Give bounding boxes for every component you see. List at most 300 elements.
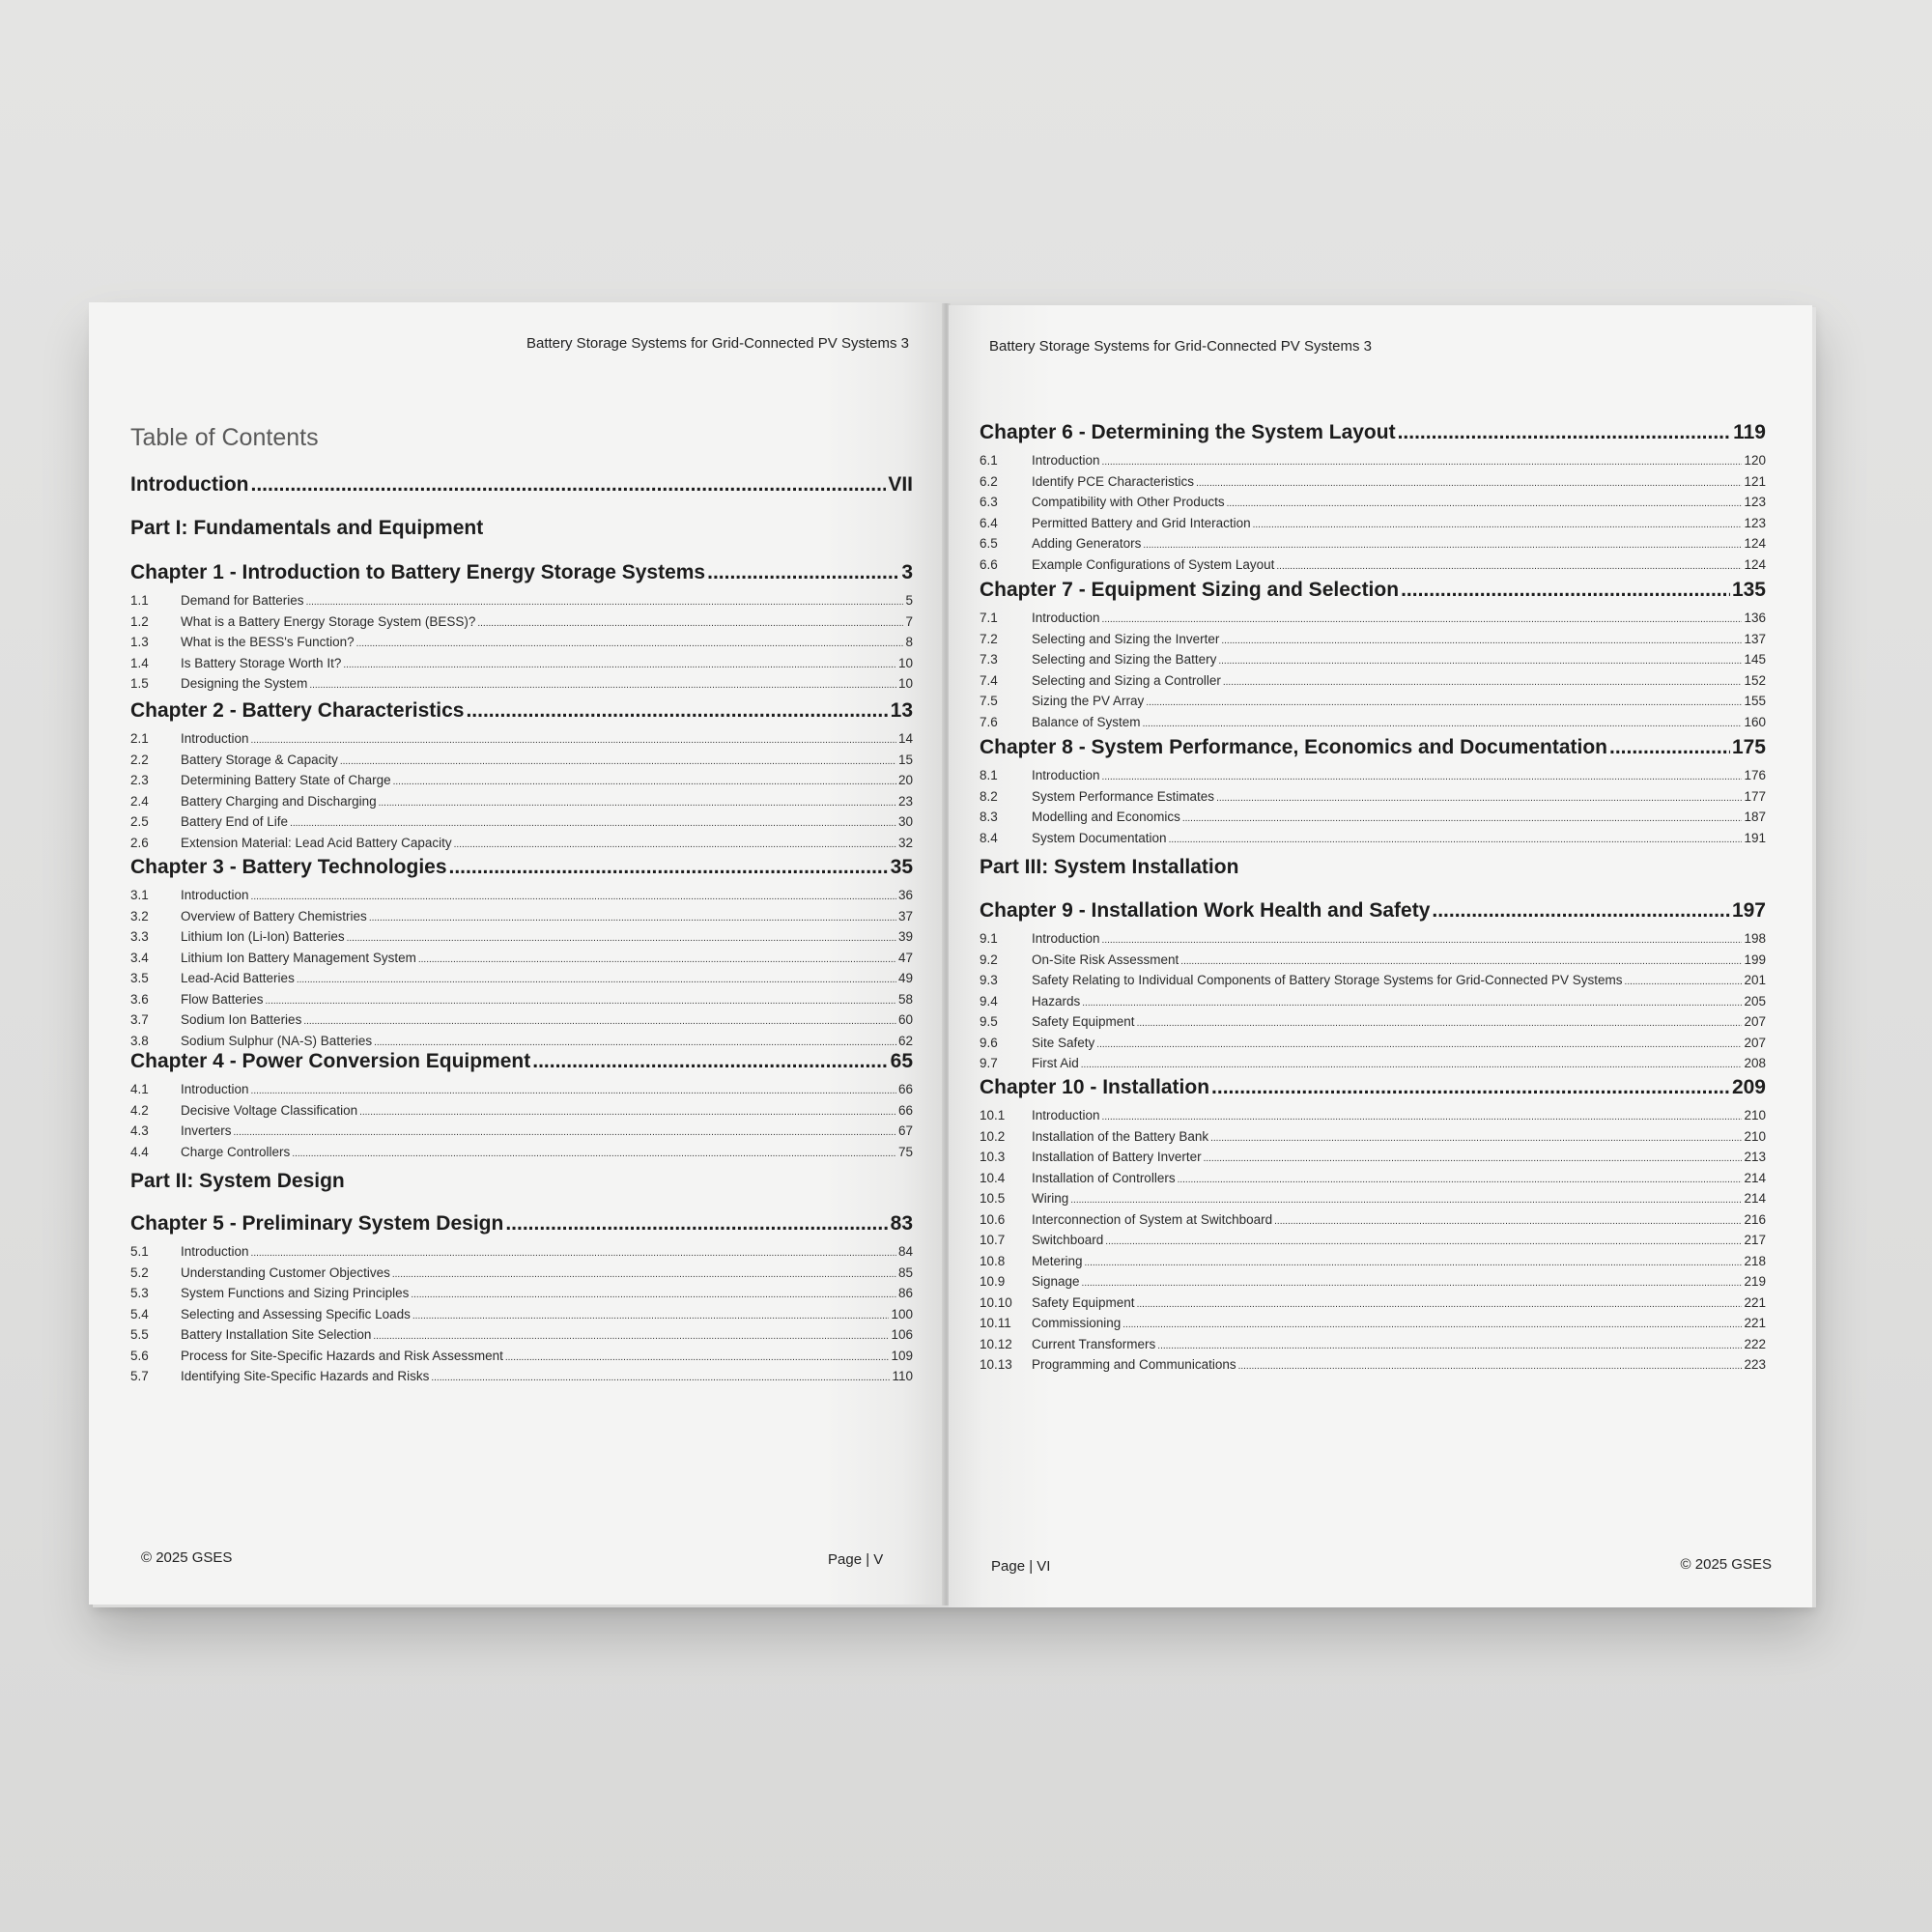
section-page: 32 bbox=[897, 835, 913, 850]
section-title: Battery Storage & Capacity bbox=[181, 752, 338, 767]
section-number: 10.13 bbox=[980, 1357, 1012, 1372]
section-title: Overview of Battery Chemistries bbox=[181, 908, 367, 923]
toc-section-entry[interactable] bbox=[130, 927, 913, 949]
section-title: Wiring bbox=[1032, 1191, 1069, 1206]
running-header-left: Battery Storage Systems for Grid-Connected PV Systems 3 bbox=[526, 335, 909, 352]
toc-section-entry[interactable] bbox=[980, 1314, 1766, 1335]
toc-section-entry[interactable] bbox=[980, 971, 1766, 992]
toc-chapter bbox=[980, 420, 1766, 576]
section-title: Installation of Battery Inverter bbox=[1032, 1150, 1202, 1164]
toc-chapter bbox=[130, 855, 913, 1052]
section-page: 213 bbox=[1744, 1150, 1766, 1164]
section-title: Lithium Ion Battery Management System bbox=[181, 950, 416, 965]
toc-chapter-heading[interactable] bbox=[980, 898, 1766, 923]
toc-chapter-heading[interactable] bbox=[980, 420, 1766, 445]
toc-section-entry[interactable] bbox=[980, 609, 1766, 630]
toc-section-entry[interactable] bbox=[130, 1367, 913, 1388]
section-title: Selecting and Sizing a Controller bbox=[1032, 672, 1221, 688]
toc-section-entry[interactable] bbox=[980, 650, 1766, 671]
section-page: 223 bbox=[1744, 1357, 1766, 1372]
leader-dots bbox=[234, 1122, 896, 1143]
chapter-page: 65 bbox=[890, 1050, 913, 1072]
section-page: 66 bbox=[897, 1082, 913, 1096]
section-number: 3.5 bbox=[130, 971, 149, 985]
section-number: 10.10 bbox=[980, 1294, 1012, 1310]
toc-section-entry[interactable] bbox=[980, 534, 1766, 555]
toc-section-entry[interactable] bbox=[130, 751, 913, 772]
section-title: Understanding Customer Objectives bbox=[181, 1264, 390, 1280]
toc-chapter bbox=[980, 578, 1766, 733]
leader-dots bbox=[466, 698, 888, 724]
section-page: 8 bbox=[905, 635, 913, 649]
toc-section-entry[interactable] bbox=[130, 834, 913, 855]
footer-copyright: © 2025 GSES bbox=[1680, 1556, 1772, 1573]
page-title: Table of Contents bbox=[130, 424, 319, 451]
section-title: Programming and Communications bbox=[1032, 1357, 1236, 1372]
section-page: 160 bbox=[1744, 714, 1766, 729]
section-title: Battery End of Life bbox=[181, 814, 289, 829]
toc-section-entry[interactable] bbox=[130, 771, 913, 792]
toc-chapter-heading[interactable] bbox=[130, 855, 913, 880]
section-number: 10.8 bbox=[980, 1253, 1006, 1268]
leader-dots bbox=[1178, 1169, 1743, 1190]
section-page: 155 bbox=[1744, 694, 1766, 708]
leader-dots bbox=[431, 1367, 890, 1388]
toc-chapter-heading[interactable] bbox=[980, 735, 1766, 760]
section-number: 4.3 bbox=[130, 1123, 149, 1138]
toc-section-entry[interactable] bbox=[130, 792, 913, 813]
section-number: 2.2 bbox=[130, 752, 149, 767]
toc-chapter-heading[interactable] bbox=[980, 578, 1766, 603]
section-title: Lead-Acid Batteries bbox=[181, 971, 295, 985]
leader-dots bbox=[1216, 787, 1742, 809]
leader-dots bbox=[454, 834, 896, 855]
section-title: Selecting and Assessing Specific Loads bbox=[181, 1306, 411, 1321]
section-page: 14 bbox=[897, 731, 913, 746]
leader-dots bbox=[356, 633, 904, 654]
section-title: Charge Controllers bbox=[181, 1144, 291, 1159]
running-header-right: Battery Storage Systems for Grid-Connected PV Systems 3 bbox=[989, 338, 1372, 355]
leader-dots bbox=[1157, 1335, 1742, 1356]
leader-dots bbox=[1122, 1314, 1742, 1335]
section-title: Introduction bbox=[1032, 453, 1100, 468]
leader-dots bbox=[251, 729, 896, 751]
toc-section-entry[interactable] bbox=[980, 1148, 1766, 1169]
section-number: 10.2 bbox=[980, 1128, 1006, 1144]
toc-section-entry[interactable] bbox=[980, 713, 1766, 734]
chapter-title: Chapter 7 - Equipment Sizing and Selection bbox=[980, 579, 1400, 601]
leader-dots bbox=[373, 1325, 889, 1347]
toc-section-entry[interactable] bbox=[980, 692, 1766, 713]
section-page: 100 bbox=[891, 1306, 913, 1321]
section-number: 1.3 bbox=[130, 635, 149, 649]
section-number: 3.7 bbox=[130, 1012, 149, 1027]
leader-dots bbox=[505, 1347, 890, 1368]
section-number: 7.3 bbox=[980, 652, 998, 667]
chapter-page: 13 bbox=[890, 699, 913, 722]
section-number: 3.1 bbox=[130, 888, 149, 902]
leader-dots bbox=[392, 1264, 896, 1285]
chapter-title: Chapter 5 - Preliminary System Design bbox=[130, 1212, 504, 1235]
leader-dots bbox=[303, 1010, 896, 1032]
leader-dots bbox=[505, 1211, 888, 1236]
toc-section-entry[interactable] bbox=[130, 1264, 913, 1285]
section-number: 7.6 bbox=[980, 714, 998, 729]
section-page: 121 bbox=[1744, 473, 1766, 489]
leader-dots bbox=[1081, 1054, 1743, 1075]
toc-section-entry[interactable] bbox=[980, 1034, 1766, 1055]
toc-section-entry[interactable] bbox=[130, 633, 913, 654]
section-page: 66 bbox=[897, 1102, 913, 1118]
section-page: 201 bbox=[1744, 973, 1766, 987]
leader-dots bbox=[1276, 555, 1742, 577]
toc-section-entry[interactable] bbox=[980, 1169, 1766, 1190]
section-title: Extension Material: Lead Acid Battery Capacity bbox=[181, 835, 452, 850]
toc-section-entry[interactable] bbox=[980, 472, 1766, 494]
toc-section-entry[interactable] bbox=[980, 1054, 1766, 1075]
leader-dots bbox=[1169, 829, 1743, 850]
leader-dots bbox=[251, 1080, 896, 1101]
chapter-page: 135 bbox=[1731, 579, 1766, 601]
leader-dots bbox=[1082, 992, 1742, 1013]
section-number: 1.2 bbox=[130, 613, 149, 629]
toc-section-entry[interactable] bbox=[980, 787, 1766, 809]
section-page: 20 bbox=[897, 773, 913, 787]
section-title: Selecting and Sizing the Inverter bbox=[1032, 631, 1220, 646]
section-number: 6.3 bbox=[980, 495, 998, 509]
leader-dots bbox=[1102, 451, 1743, 472]
toc-section-entry[interactable] bbox=[980, 1106, 1766, 1127]
toc-section-entry[interactable] bbox=[980, 766, 1766, 787]
leader-dots bbox=[292, 1143, 896, 1164]
toc-section-entry[interactable] bbox=[130, 654, 913, 675]
leader-dots bbox=[340, 751, 896, 772]
toc-chapter bbox=[130, 1211, 913, 1388]
leader-dots bbox=[1180, 951, 1742, 972]
section-page: 219 bbox=[1744, 1274, 1766, 1289]
toc-section-entry[interactable] bbox=[980, 1210, 1766, 1232]
section-number: 2.6 bbox=[130, 835, 149, 850]
section-number: 9.5 bbox=[980, 1014, 998, 1029]
section-title: Inverters bbox=[181, 1123, 232, 1138]
section-title: Identify PCE Characteristics bbox=[1032, 473, 1195, 489]
chapter-page: 209 bbox=[1731, 1076, 1766, 1098]
leader-dots bbox=[1137, 1293, 1743, 1315]
section-title: What is a Battery Energy Storage System (BESS)? bbox=[181, 613, 476, 629]
leader-dots bbox=[1253, 514, 1743, 535]
section-title: Compatibility with Other Products bbox=[1032, 495, 1225, 509]
section-page: 86 bbox=[897, 1286, 913, 1300]
toc-section-entry[interactable] bbox=[130, 1010, 913, 1032]
section-page: 177 bbox=[1744, 788, 1766, 804]
leader-dots bbox=[1143, 713, 1743, 734]
right-page bbox=[949, 305, 1812, 1607]
section-number: 8.2 bbox=[980, 788, 998, 804]
section-page: 221 bbox=[1744, 1294, 1766, 1310]
section-title: Flow Batteries bbox=[181, 991, 264, 1007]
leader-dots bbox=[532, 1049, 888, 1074]
section-page: 176 bbox=[1744, 768, 1766, 782]
section-title: Introduction bbox=[1032, 931, 1100, 946]
leader-dots bbox=[1274, 1210, 1742, 1232]
leader-dots bbox=[1625, 971, 1743, 992]
toc-section-entry[interactable] bbox=[980, 1293, 1766, 1315]
leader-dots bbox=[359, 1101, 896, 1122]
toc-chapter-heading[interactable] bbox=[130, 1049, 913, 1074]
section-title: First Aid bbox=[1032, 1056, 1079, 1070]
leader-dots bbox=[393, 771, 896, 792]
toc-section-entry[interactable] bbox=[130, 1325, 913, 1347]
leader-dots bbox=[1211, 1075, 1730, 1100]
toc-section-entry[interactable] bbox=[980, 1189, 1766, 1210]
toc-section-entry[interactable] bbox=[130, 674, 913, 696]
section-page: 187 bbox=[1744, 810, 1766, 824]
section-number: 10.7 bbox=[980, 1233, 1006, 1247]
footer-page-number: Page | VI bbox=[991, 1558, 1051, 1575]
section-number: 10.3 bbox=[980, 1150, 1006, 1164]
toc-chapter-heading[interactable] bbox=[980, 1075, 1766, 1100]
section-title: Installation of Controllers bbox=[1032, 1170, 1176, 1185]
toc-chapter bbox=[130, 1049, 913, 1163]
leader-dots bbox=[477, 612, 903, 634]
toc-section-entry[interactable] bbox=[980, 514, 1766, 535]
section-page: 84 bbox=[897, 1244, 913, 1259]
section-number: 4.1 bbox=[130, 1082, 149, 1096]
section-page: 221 bbox=[1744, 1316, 1766, 1330]
toc-chapter-heading[interactable] bbox=[130, 472, 913, 497]
section-page: 30 bbox=[897, 814, 913, 829]
toc-section-entry[interactable] bbox=[980, 929, 1766, 951]
leader-dots bbox=[1196, 472, 1742, 494]
leader-dots bbox=[251, 1242, 896, 1264]
leader-dots bbox=[343, 654, 896, 675]
section-number: 9.2 bbox=[980, 952, 998, 967]
section-title: Adding Generators bbox=[1032, 536, 1142, 551]
section-title: Permitted Battery and Grid Interaction bbox=[1032, 515, 1251, 530]
toc-section-entry[interactable] bbox=[130, 1122, 913, 1143]
section-number: 7.2 bbox=[980, 631, 998, 646]
toc-section-entry[interactable] bbox=[980, 992, 1766, 1013]
chapter-title: Introduction bbox=[130, 473, 249, 496]
toc-section-entry[interactable] bbox=[980, 630, 1766, 651]
section-page: 205 bbox=[1744, 993, 1766, 1009]
section-title: Safety Relating to Individual Components of Battery Storage Systems for Grid-Connected PV Systems bbox=[1032, 973, 1623, 987]
toc-section-entry[interactable] bbox=[980, 829, 1766, 850]
toc-section-entry[interactable] bbox=[980, 1355, 1766, 1377]
section-page: 39 bbox=[897, 929, 913, 944]
chapter-title: Chapter 4 - Power Conversion Equipment bbox=[130, 1050, 531, 1072]
leader-dots bbox=[1210, 1127, 1742, 1149]
section-page: 207 bbox=[1744, 1035, 1766, 1050]
section-page: 198 bbox=[1744, 931, 1766, 946]
toc-section-entry[interactable] bbox=[130, 969, 913, 990]
section-page: 62 bbox=[897, 1033, 913, 1048]
toc-chapter-heading[interactable] bbox=[130, 698, 913, 724]
toc-section-entry[interactable] bbox=[980, 1012, 1766, 1034]
section-number: 10.4 bbox=[980, 1170, 1006, 1185]
toc-section-entry[interactable] bbox=[130, 1242, 913, 1264]
section-title: Demand for Batteries bbox=[181, 593, 304, 608]
section-page: 120 bbox=[1744, 453, 1766, 468]
leader-dots bbox=[347, 927, 896, 949]
section-number: 4.2 bbox=[130, 1102, 149, 1118]
leader-dots bbox=[379, 792, 896, 813]
toc-section-entry[interactable] bbox=[130, 591, 913, 612]
toc-section-entry[interactable] bbox=[130, 729, 913, 751]
section-page: 106 bbox=[891, 1327, 913, 1342]
leader-dots bbox=[1085, 1252, 1743, 1273]
section-title: Current Transformers bbox=[1032, 1336, 1156, 1351]
section-page: 60 bbox=[897, 1012, 913, 1027]
section-page: 217 bbox=[1744, 1233, 1766, 1247]
toc-chapter bbox=[980, 735, 1766, 849]
section-page: 124 bbox=[1744, 556, 1766, 572]
section-title: Process for Site-Specific Hazards and Risk Assessment bbox=[181, 1348, 503, 1363]
section-page: 75 bbox=[897, 1144, 913, 1159]
toc-section-entry[interactable] bbox=[130, 949, 913, 970]
toc-chapter bbox=[130, 698, 913, 854]
section-title: System Performance Estimates bbox=[1032, 788, 1215, 804]
leader-dots bbox=[1398, 420, 1732, 445]
section-title: Identifying Site-Specific Hazards and Risks bbox=[181, 1369, 430, 1383]
section-page: 109 bbox=[891, 1348, 913, 1363]
footer-page-number: Page | V bbox=[828, 1551, 884, 1568]
section-title: Signage bbox=[1032, 1274, 1080, 1289]
leader-dots bbox=[1401, 578, 1730, 603]
toc-section-entry[interactable] bbox=[130, 612, 913, 634]
section-page: 208 bbox=[1744, 1056, 1766, 1070]
section-number: 1.1 bbox=[130, 593, 149, 608]
chapter-title: Chapter 1 - Introduction to Battery Energy Storage Systems bbox=[130, 561, 706, 583]
section-page: 137 bbox=[1744, 631, 1766, 646]
leader-dots bbox=[449, 855, 889, 880]
section-title: Modelling and Economics bbox=[1032, 810, 1180, 824]
leader-dots bbox=[1096, 1034, 1742, 1055]
leader-dots bbox=[1102, 609, 1743, 630]
section-page: 218 bbox=[1744, 1253, 1766, 1268]
leader-dots bbox=[1223, 671, 1743, 693]
section-title: Safety Equipment bbox=[1032, 1294, 1135, 1310]
leader-dots bbox=[1102, 766, 1743, 787]
toc-chapter-heading[interactable] bbox=[130, 1211, 913, 1236]
toc-chapter bbox=[980, 898, 1766, 1075]
toc-chapter-heading[interactable] bbox=[130, 560, 913, 585]
section-title: Is Battery Storage Worth It? bbox=[181, 655, 342, 670]
section-number: 10.1 bbox=[980, 1108, 1006, 1122]
section-page: 5 bbox=[905, 593, 913, 608]
section-page: 216 bbox=[1744, 1211, 1766, 1227]
section-page: 210 bbox=[1744, 1108, 1766, 1122]
toc-section-entry[interactable] bbox=[980, 1252, 1766, 1273]
toc-section-entry[interactable] bbox=[130, 1101, 913, 1122]
chapter-page: 175 bbox=[1731, 736, 1766, 758]
toc-section-entry[interactable] bbox=[980, 671, 1766, 693]
section-number: 7.5 bbox=[980, 694, 998, 708]
section-number: 10.6 bbox=[980, 1211, 1006, 1227]
section-title: Selecting and Sizing the Battery bbox=[1032, 652, 1217, 667]
section-number: 10.12 bbox=[980, 1336, 1012, 1351]
chapter-title: Chapter 9 - Installation Work Health and Safety bbox=[980, 899, 1431, 922]
chapter-title: Chapter 10 - Installation bbox=[980, 1076, 1210, 1098]
toc-section-entry[interactable] bbox=[130, 1305, 913, 1326]
section-title: Battery Installation Site Selection bbox=[181, 1327, 372, 1342]
toc-section-entry[interactable] bbox=[980, 555, 1766, 577]
part-heading: Part I: Fundamentals and Equipment bbox=[130, 517, 484, 539]
toc-section-entry[interactable] bbox=[980, 451, 1766, 472]
toc-section-entry[interactable] bbox=[980, 951, 1766, 972]
section-title: Hazards bbox=[1032, 993, 1081, 1009]
toc-section-entry[interactable] bbox=[980, 808, 1766, 829]
section-title: Designing the System bbox=[181, 676, 308, 691]
chapter-title: Chapter 2 - Battery Characteristics bbox=[130, 699, 465, 722]
section-title: Sodium Sulphur (NA-S) Batteries bbox=[181, 1033, 373, 1048]
leader-dots bbox=[369, 907, 896, 928]
section-page: 123 bbox=[1744, 495, 1766, 509]
section-page: 210 bbox=[1744, 1128, 1766, 1144]
toc-chapter bbox=[130, 560, 913, 696]
toc-section-entry[interactable] bbox=[980, 1231, 1766, 1252]
section-title: System Documentation bbox=[1032, 830, 1167, 845]
chapter-title: Chapter 8 - System Performance, Economics and Documentation bbox=[980, 736, 1607, 758]
part-heading: Part II: System Design bbox=[130, 1170, 345, 1192]
section-number: 10.9 bbox=[980, 1274, 1006, 1289]
section-page: 123 bbox=[1744, 515, 1766, 530]
toc-section-entry[interactable] bbox=[130, 1143, 913, 1164]
toc-section-entry[interactable] bbox=[980, 493, 1766, 514]
toc-section-entry[interactable] bbox=[130, 812, 913, 834]
section-number: 1.4 bbox=[130, 655, 149, 670]
section-number: 1.5 bbox=[130, 676, 149, 691]
section-number: 2.4 bbox=[130, 793, 149, 809]
section-number: 3.4 bbox=[130, 950, 149, 965]
leader-dots bbox=[1137, 1012, 1743, 1034]
section-title: Safety Equipment bbox=[1032, 1014, 1135, 1029]
leader-dots bbox=[1432, 898, 1730, 923]
leader-dots bbox=[1204, 1148, 1743, 1169]
chapter-page: 83 bbox=[890, 1212, 913, 1235]
toc-section-entry[interactable] bbox=[980, 1127, 1766, 1149]
section-number: 10.5 bbox=[980, 1191, 1006, 1206]
toc-section-entry[interactable] bbox=[130, 1347, 913, 1368]
toc-section-entry[interactable] bbox=[980, 1272, 1766, 1293]
section-number: 8.4 bbox=[980, 830, 998, 845]
toc-section-entry[interactable] bbox=[130, 990, 913, 1011]
section-number: 5.2 bbox=[130, 1264, 149, 1280]
section-title: On-Site Risk Assessment bbox=[1032, 952, 1179, 967]
toc-section-entry[interactable] bbox=[130, 1080, 913, 1101]
section-title: Introduction bbox=[1032, 1108, 1100, 1122]
toc-section-entry[interactable] bbox=[130, 907, 913, 928]
leader-dots bbox=[1105, 1231, 1742, 1252]
toc-section-entry[interactable] bbox=[130, 1284, 913, 1305]
section-title: Installation of the Battery Bank bbox=[1032, 1128, 1209, 1144]
toc-section-entry[interactable] bbox=[980, 1335, 1766, 1356]
section-title: System Functions and Sizing Principles bbox=[181, 1286, 410, 1300]
footer-copyright: © 2025 GSES bbox=[141, 1549, 233, 1566]
section-title: Example Configurations of System Layout bbox=[1032, 556, 1275, 572]
section-title: Commissioning bbox=[1032, 1316, 1122, 1330]
toc-intro bbox=[130, 472, 913, 497]
leader-dots bbox=[290, 812, 896, 834]
section-number: 5.5 bbox=[130, 1327, 149, 1342]
section-page: 191 bbox=[1744, 830, 1766, 845]
chapter-page: 197 bbox=[1731, 899, 1766, 922]
section-title: Introduction bbox=[181, 888, 249, 902]
toc-section-entry[interactable] bbox=[130, 886, 913, 907]
section-page: 10 bbox=[897, 655, 913, 670]
chapter-page: 35 bbox=[890, 856, 913, 878]
section-page: 67 bbox=[897, 1123, 913, 1138]
